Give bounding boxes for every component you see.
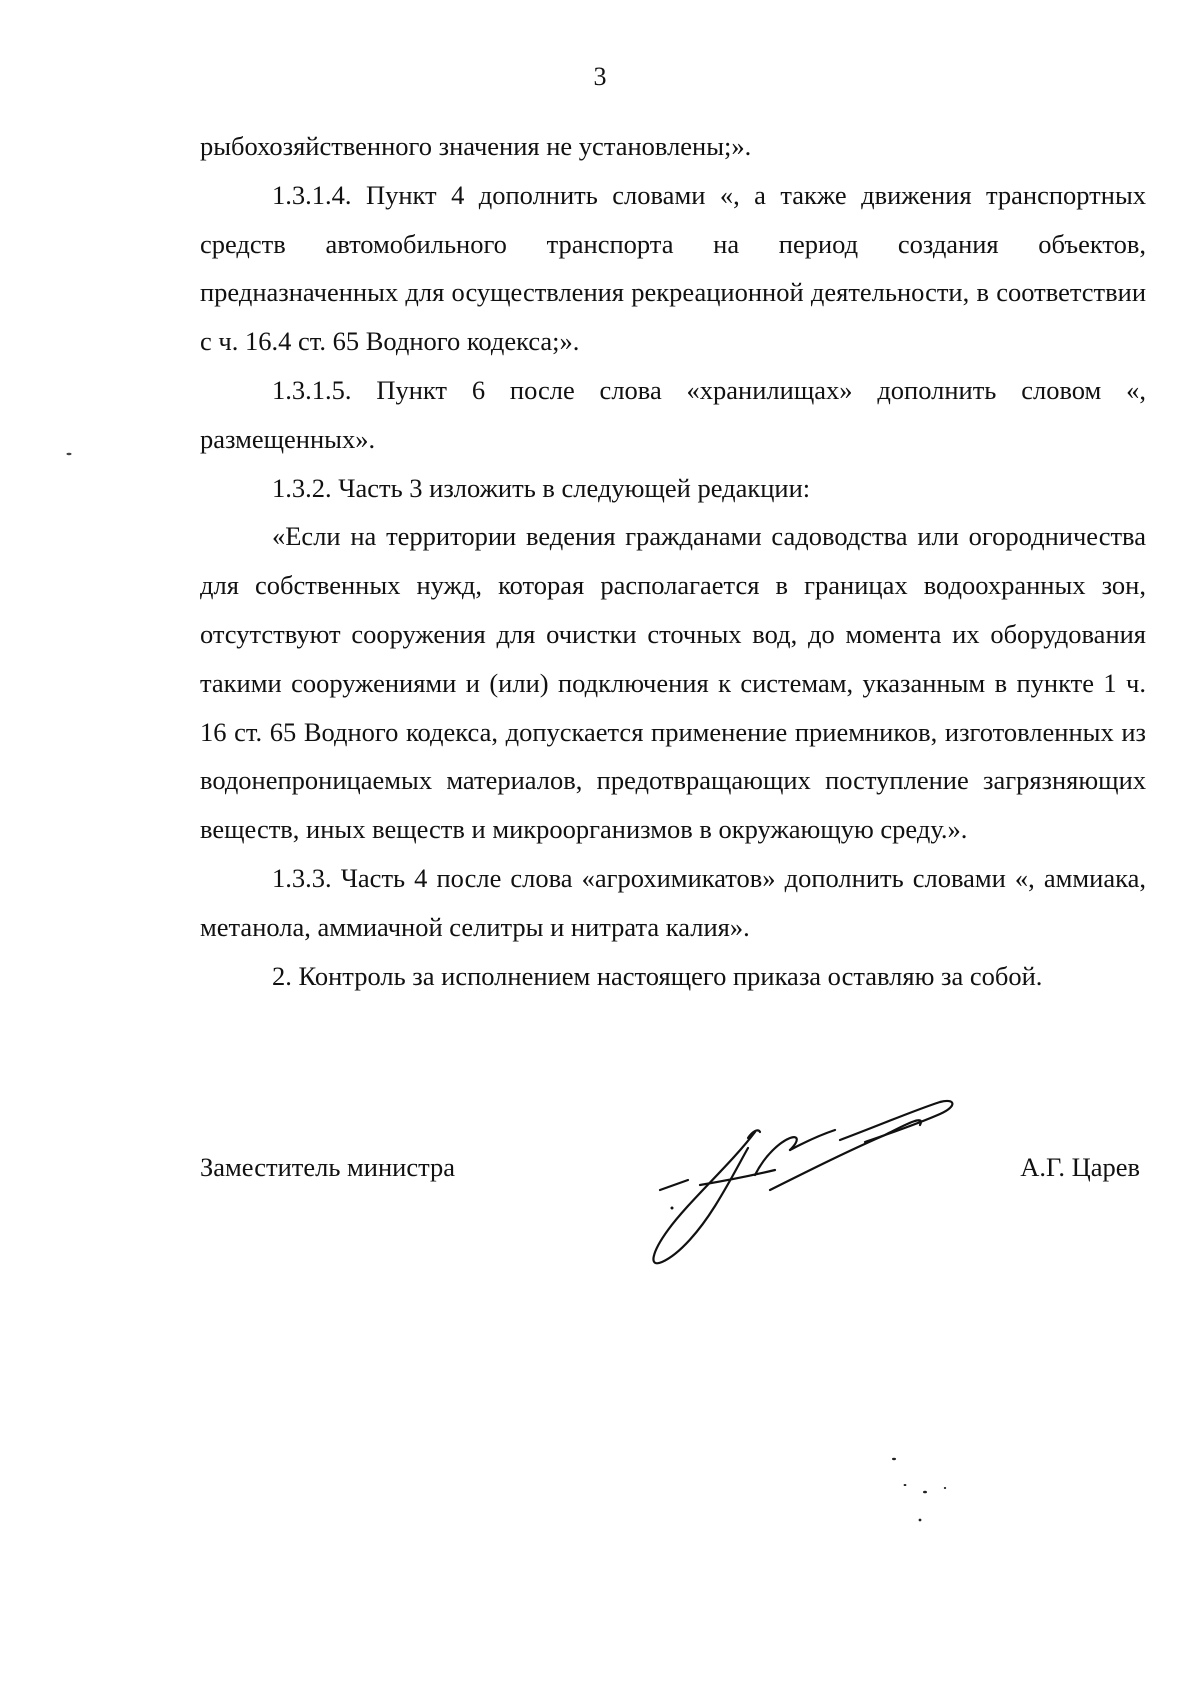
signer-title: Заместитель министра (200, 1152, 456, 1182)
paragraph-1-3-3: 1.3.3. Часть 4 после слова «агрохимикатов» дополнить словами «, аммиака, метанола, аммиачной селитры и нитрата калия». (200, 862, 1146, 942)
paragraph-1-3-2: 1.3.2. Часть 3 изложить в следующей редакции: (272, 472, 811, 503)
margin-speck (66, 452, 72, 456)
document-body (200, 122, 1146, 1000)
scan-specks (880, 1455, 970, 1535)
signer-name: А.Г. Царев (1020, 1152, 1140, 1182)
paragraph-quoted-text: «Если на территории ведения гражданами садоводства или огородничества для собственных нужд, которая располагается в границах водоохранных зон, отсутствуют сооружения для очистки сточных вод, до момента их оборудования такими сооружениями и (или) подключения к системам, указанным в пункте 1 ч. 16 ст. 65 Водного кодекса, допускается применение приемников, изготовленных из водонепроницаемых материалов, предотвращающих поступление загрязняющих веществ, иных веществ и микроорганизмов в окружающую среду.». (200, 521, 1146, 845)
page-number: 3 (593, 62, 607, 91)
handwritten-signature (640, 1080, 1000, 1280)
paragraph-1-3-1-4: 1.3.1.4. Пункт 4 дополнить словами «, а также движения транспортных средств автомобильного транспорта на период создания объектов, предназначенных для осуществления рекреационной деятельности, в соответствии с ч. 16.4 ст. 65 Водного кодекса;». (200, 179, 1146, 357)
paragraph-continuation: рыбохозяйственного значения не установлены;». (200, 131, 752, 161)
paragraph-1-3-1-5: 1.3.1.5. Пункт 6 после слова «хранилищах» дополнить словом «, размещенных». (200, 374, 1146, 454)
paragraph-2-control: 2. Контроль за исполнением настоящего приказа оставляю за собой. (272, 960, 1043, 991)
